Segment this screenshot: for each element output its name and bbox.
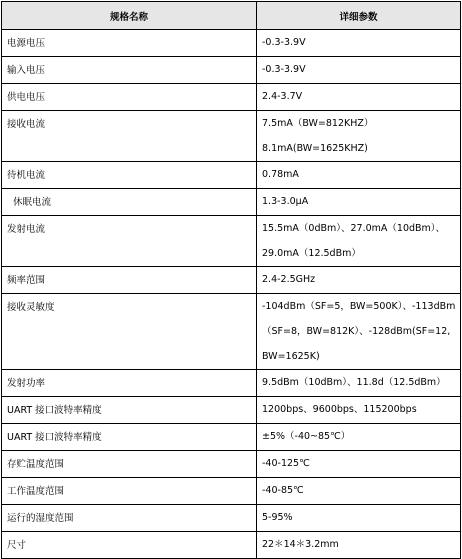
spec-value: -40-85℃: [262, 485, 304, 496]
spec-value: 2.4-2.5GHz: [262, 274, 316, 285]
spec-value: 1200bps、9600bps、115200bps: [262, 404, 417, 415]
table-row: [2, 370, 461, 397]
spec-value-cell: [257, 478, 461, 505]
spec-value-line: （SF=8，BW=812K）、-128dBm(SF=12,: [262, 326, 451, 337]
table-row: [2, 111, 461, 162]
spec-value: 5-95%: [262, 512, 293, 523]
spec-name-cell: [2, 532, 257, 559]
spec-value-line: BW=1625K): [262, 351, 320, 362]
spec-value-cell: [257, 57, 461, 84]
spec-value-cell: [257, 505, 461, 532]
spec-name-cell: [2, 397, 257, 424]
spec-value-cell: [257, 294, 461, 370]
spec-name-cell: [2, 505, 257, 532]
spec-name-cell: [2, 57, 257, 84]
spec-name-cell: [2, 478, 257, 505]
spec-value: 1.3-3.0μA: [262, 196, 309, 207]
spec-value-cell: [257, 424, 461, 451]
spec-name-cell: [2, 189, 257, 216]
table-row: [2, 57, 461, 84]
table-row: [2, 451, 461, 478]
spec-value-cell: [257, 30, 461, 57]
spec-name: 待机电流: [7, 170, 46, 181]
spec-value-line: 15.5mA（0dBm）、27.0mA（10dBm）、: [262, 223, 446, 234]
spec-name-cell: [2, 30, 257, 57]
table-row: [2, 397, 461, 424]
table-row: [2, 532, 461, 559]
spec-value-cell: [257, 370, 461, 397]
spec-value-cell: [257, 111, 461, 162]
spec-value-cell: [257, 216, 461, 267]
spec-name: 存贮温度范围: [7, 459, 65, 470]
table-row: [2, 267, 461, 294]
spec-name: 供电电压: [7, 92, 46, 103]
spec-name-cell: [2, 370, 257, 397]
table-body: [2, 30, 461, 559]
table-row: [2, 189, 461, 216]
spec-name-cell: [2, 424, 257, 451]
spec-value-cell: [257, 84, 461, 111]
table-row: [2, 216, 461, 267]
spec-name: UART 接口波特率精度: [7, 405, 102, 416]
spec-value-cell: [257, 451, 461, 478]
spec-name: 频率范围: [7, 275, 46, 286]
spec-value: 22＊14＊3.2mm: [262, 539, 339, 550]
spec-name-cell: [2, 294, 257, 370]
spec-value-cell: [257, 397, 461, 424]
spec-value: ±5%（-40~85℃）: [262, 431, 351, 442]
spec-name: 工作温度范围: [7, 486, 65, 497]
spec-value-line: -104dBm（SF=5，BW=500K）、-113dBm: [262, 301, 456, 312]
spec-value-line: 8.1mA(BW=1625KHZ): [262, 143, 368, 154]
spec-value: 0.78mA: [262, 169, 299, 180]
spec-value: -0.3-3.9V: [262, 64, 306, 75]
spec-value-cell: [257, 162, 461, 189]
spec-value-line: 29.0mA（12.5dBm）: [262, 248, 361, 259]
header-row: [2, 2, 461, 30]
spec-value: 9.5dBm（10dBm）、11.8d（12.5dBm）: [262, 377, 446, 388]
table-row: [2, 505, 461, 532]
spec-table: [1, 1, 461, 559]
spec-value-cell: [257, 532, 461, 559]
spec-name-cell: [2, 111, 257, 162]
spec-name-cell: [2, 451, 257, 478]
header-spec-value: 详细参数: [257, 2, 461, 30]
spec-value: -0.3-3.9V: [262, 37, 306, 48]
spec-value-cell: [257, 267, 461, 294]
spec-value-cell: [257, 189, 461, 216]
spec-name: 输入电压: [7, 65, 46, 76]
table-row: [2, 294, 461, 370]
spec-name-cell: [2, 216, 257, 267]
spec-name: 发射电流: [7, 224, 46, 235]
spec-value-line: 7.5mA（BW=812KHZ）: [262, 118, 374, 129]
spec-name: 电源电压: [7, 38, 46, 49]
spec-value: -40-125℃: [262, 458, 310, 469]
spec-name-cell: [2, 267, 257, 294]
spec-name: 发射功率: [7, 378, 46, 389]
spec-name: 接收电流: [7, 119, 46, 130]
table-row: [2, 478, 461, 505]
spec-name: UART 接口波特率精度: [7, 432, 102, 443]
table-row: [2, 30, 461, 57]
spec-name-cell: [2, 84, 257, 111]
table-header: [2, 2, 461, 30]
spec-value: 2.4-3.7V: [262, 91, 303, 102]
table-row: [2, 84, 461, 111]
spec-name: 运行的湿度范围: [7, 513, 74, 524]
spec-name: 接收灵敏度: [7, 302, 55, 313]
spec-name-cell: [2, 162, 257, 189]
table-row: [2, 424, 461, 451]
header-spec-name: 规格名称: [2, 2, 257, 30]
spec-name: 尺寸: [7, 540, 27, 551]
spec-name: 休眠电流: [13, 197, 52, 208]
table-row: [2, 162, 461, 189]
